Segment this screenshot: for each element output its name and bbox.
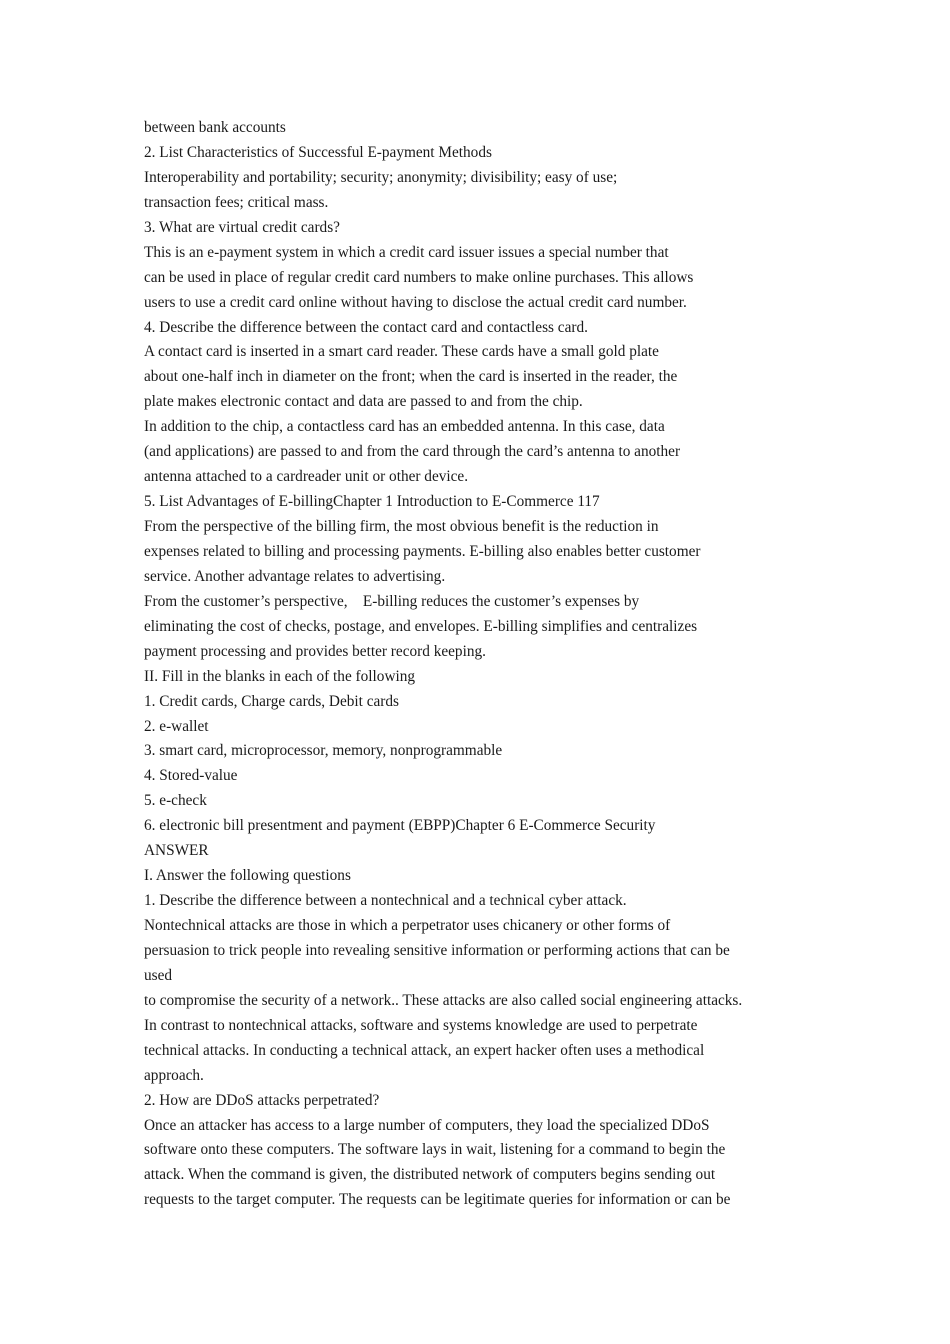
text-line: 2. List Characteristics of Successful E-payment Methods <box>144 143 492 161</box>
text-line: 4. Stored-value <box>144 767 238 785</box>
text-line: payment processing and provides better record keeping. <box>144 642 486 660</box>
text-line: Interoperability and portability; security; anonymity; divisibility; easy of use; <box>144 168 618 186</box>
text-line: (and applications) are passed to and from the card through the card’s antenna to another <box>144 443 681 461</box>
text-line: Once an attacker has access to a large number of computers, they load the specialized DDoS <box>144 1116 710 1134</box>
text-line: 2. How are DDoS attacks perpetrated? <box>144 1091 380 1109</box>
text-line: expenses related to billing and processing payments. E-billing also enables better customer <box>144 542 701 560</box>
text-line: A contact card is inserted in a smart card reader. These cards have a small gold plate <box>144 343 659 361</box>
text-line: 5. List Advantages of E-billingChapter 1 Introduction to E-Commerce 117 <box>144 493 600 511</box>
text-line: to compromise the security of a network.. These attacks are also called social engineering attacks. <box>144 991 743 1009</box>
text-line: From the customer’s perspective, E-billing reduces the customer’s expenses by <box>144 592 640 610</box>
text-line: can be used in place of regular credit card numbers to make online purchases. This allows <box>144 268 694 286</box>
text-line: From the perspective of the billing firm, the most obvious benefit is the reduction in <box>144 518 659 535</box>
text-line: antenna attached to a cardreader unit or other device. <box>144 468 469 486</box>
text-line: 6. electronic bill presentment and payment (EBPP)Chapter 6 E-Commerce Security <box>144 817 656 835</box>
text-line: II. Fill in the blanks in each of the following <box>144 667 416 685</box>
text-line: 1. Describe the difference between a nontechnical and a technical cyber attack. <box>144 892 627 910</box>
text-line: requests to the target computer. The requests can be legitimate queries for information or can be <box>144 1191 731 1209</box>
text-line: ANSWER <box>144 842 209 860</box>
text-line: 2. e-wallet <box>144 717 209 735</box>
text-line: 5. e-check <box>144 792 207 810</box>
text-line: 3. What are virtual credit cards? <box>144 218 340 236</box>
text-line: between bank accounts <box>144 119 286 136</box>
text-line: about one-half inch in diameter on the front; when the card is inserted in the reader, the <box>144 368 678 386</box>
text-line: 3. smart card, microprocessor, memory, nonprogrammable <box>144 742 503 760</box>
text-line: This is an e-payment system in which a credit card issuer issues a special number that <box>144 243 669 261</box>
text-line: 1. Credit cards, Charge cards, Debit cards <box>144 692 400 710</box>
text-line: plate makes electronic contact and data are passed to and from the chip. <box>144 393 583 411</box>
text-line: In contrast to nontechnical attacks, software and systems knowledge are used to perpetrate <box>144 1016 698 1034</box>
text-line: I. Answer the following questions <box>144 867 351 885</box>
text-line: eliminating the cost of checks, postage, and envelopes. E-billing simplifies and centralizes <box>144 617 698 635</box>
text-line: software onto these computers. The software lays in wait, listening for a command to begin the <box>144 1141 726 1159</box>
text-line: service. Another advantage relates to advertising. <box>144 567 446 585</box>
text-line: technical attacks. In conducting a technical attack, an expert hacker often uses a methodical <box>144 1041 705 1059</box>
text-line: approach. <box>144 1066 204 1084</box>
document-body <box>144 116 814 1213</box>
text-line: In addition to the chip, a contactless card has an embedded antenna. In this case, data <box>144 418 665 436</box>
text-line: persuasion to trick people into revealing sensitive information or performing actions that can be <box>144 941 730 959</box>
text-line: transaction fees; critical mass. <box>144 193 329 211</box>
text-line: attack. When the command is given, the distributed network of computers begins sending out <box>144 1166 716 1184</box>
text-line: 4. Describe the difference between the contact card and contactless card. <box>144 318 588 336</box>
text-line: used <box>144 966 173 984</box>
text-line: users to use a credit card online without having to disclose the actual credit card number. <box>144 293 687 311</box>
text-line: Nontechnical attacks are those in which a perpetrator uses chicanery or other forms of <box>144 917 671 934</box>
